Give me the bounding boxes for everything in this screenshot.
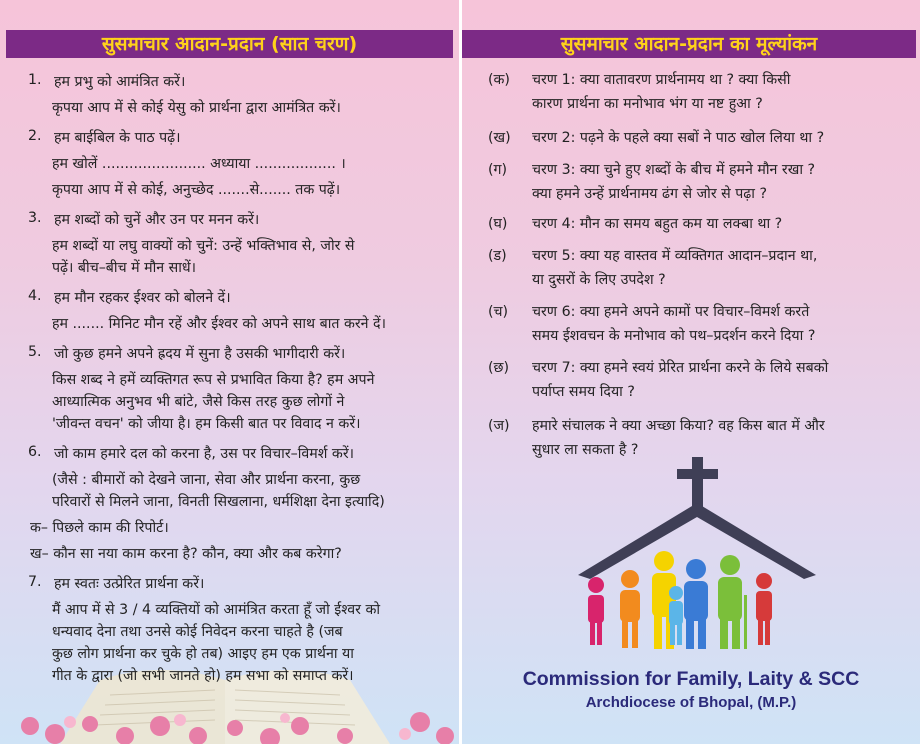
step-6-line: (जैसे : बीमारों को देखने जाना, सेवा और प्रार्थना करना, कुछ [52,472,361,488]
step-7-num: 7. [28,574,42,590]
eval-item-cha-line: चरण 6: क्या हमने अपने कामों पर विचार–विमर्श करते [532,304,810,320]
step-7-line: गीत के द्वारा (जो सभी जानते हो) हम सभा को समाप्त करें। [52,668,354,684]
eval-item-chha-line: चरण 7: क्या हमने स्वयं प्रेरित प्रार्थना करने के लिये सबको [532,360,829,376]
step-4-line: हम ....... मिनिट मौन रहें और ईश्वर को अपने साथ बात करने दें। [52,316,386,332]
step-7-line: धन्यवाद देना तथा उनसे कोई निवेदन करना चाहते है (जब [52,624,343,640]
eval-item-gha-mark: (घ) [488,216,508,232]
step-3-line: पढ़ें। बीच–बीच में मौन साधें। [52,260,197,276]
right-panel [462,0,920,744]
eval-item-ja-mark: (ज) [488,418,510,434]
organization-name: Commission for Family, Laity & SCC [522,668,860,690]
step-4-num: 4. [28,288,42,304]
step-4-title: हम मौन रहकर ईश्वर को बोलने दें। [54,290,231,306]
family-figures-icon [572,455,822,665]
subitem-kha: ख– कौन सा नया काम करना है? कौन, क्या और कब करेगा? [30,546,342,562]
step-3-line: हम शब्दों या लघु वाक्यों को चुनें: उन्हें भक्तिभाव से, जोर से [52,238,355,254]
eval-item-ja-line: हमारे संचालक ने क्या अच्छा किया? वह किस बात में और [532,418,825,434]
eval-item-gha-line: चरण 4: मौन का समय बहुत कम या लक्बा था ? [532,216,783,232]
step-6-num: 6. [28,444,42,460]
eval-item-chha-mark: (छ) [488,360,510,376]
subitem-ka: क– पिछले काम की रिपोर्ट। [30,520,169,536]
step-5-line: किस शब्द ने हमें व्यक्तिगत रूप से प्रभावित किया है? हम अपने [52,372,375,388]
step-1-num: 1. [28,72,42,88]
eval-item-ga-line: चरण 3: क्या चुने हुए शब्दों के बीच में हमने मौन रखा ? [532,162,816,178]
eval-item-ka-line: चरण 1: क्या वातावरण प्रार्थनामय था ? क्या किसी [532,72,791,88]
step-5-num: 5. [28,344,42,360]
step-2-line: कृपया आप में से कोई, अनुच्छेद .......से....... तक पढ़ें। [52,182,341,198]
eval-item-da-mark: (ड) [488,248,507,264]
step-3-title: हम शब्दों को चुनें और उन पर मनन करें। [54,212,260,228]
eval-item-kha-line: चरण 2: पढ़ने के पहले क्या सबों ने पाठ खोल लिया था ? [532,130,825,146]
left-panel [0,0,459,744]
step-7-title: हम स्वतः उत्प्रेरित प्रार्थना करें। [54,576,205,592]
step-5-line: आध्यात्मिक अनुभव भी बांटे, जैसे किस तरह कुछ लोगों ने [52,394,345,410]
organization-place: Archdiocese of Bhopal, (M.P.) [585,694,797,711]
eval-item-da-line: चरण 5: क्या यह वास्तव में व्यक्तिगत आदान–प्रदान था, [532,248,818,264]
eval-item-cha-mark: (च) [488,304,509,320]
step-6-title: जो काम हमारे दल को करना है, उस पर विचार–विमर्श करें। [54,446,355,462]
eval-item-ka-line: कारण प्रार्थना का मनोभाव भंग या नष्ट हुआ ? [532,96,763,112]
step-3-num: 3. [28,210,42,226]
step-7-line: मैं आप में से 3 / 4 व्यक्तियों को आमंत्रित करता हूँ जो ईश्वर को [52,602,381,618]
step-7-line: कुछ लोग प्रार्थना कर चुके हो तब) आइए हम एक प्रार्थना या [52,646,354,662]
step-2-num: 2. [28,128,42,144]
eval-item-ka-mark: (क) [488,72,510,88]
step-6-line: परिवारों से मिलने जाना, विनती सिखलाना, धर्मशिक्षा देना इत्यादि) [52,494,385,510]
eval-item-ga-mark: (ग) [488,162,508,178]
step-5-title: जो कुछ हमने अपने ह्रदय में सुना है उसकी भागीदारी करें। [54,346,346,362]
eval-item-kha-mark: (ख) [488,130,511,146]
right-heading: सुसमाचार आदान-प्रदान का मूल्यांकन [462,30,916,58]
step-1-line: कृपया आप में से कोई येसु को प्रार्थना द्वारा आमंत्रित करें। [52,100,341,116]
step-2-line: हम खोलें ....................... अध्याया .................. । [52,156,346,172]
eval-item-ga-line: क्या हमने उन्हें प्रार्थनामय ढंग से जोर से पढ़ा ? [532,186,768,202]
eval-item-chha-line: पर्याप्त समय दिया ? [532,384,635,400]
step-2-title: हम बाईबिल के पाठ पढ़ें। [54,130,181,146]
eval-item-ja-line: सुधार ला सकता है ? [532,442,639,458]
step-5-line: 'जीवन्त वचन' को जीया है। हम किसी बात पर विवाद न करें। [52,416,361,432]
eval-item-da-line: या दुसरों के लिए उपदेश ? [532,272,666,288]
step-1-title: हम प्रभु को आमंत्रित करें। [54,74,186,90]
left-heading: सुसमाचार आदान-प्रदान (सात चरण) [6,30,453,58]
eval-item-cha-line: समय ईशवचन के मनोभाव को पथ–प्रदर्शन करने दिया ? [532,328,816,344]
